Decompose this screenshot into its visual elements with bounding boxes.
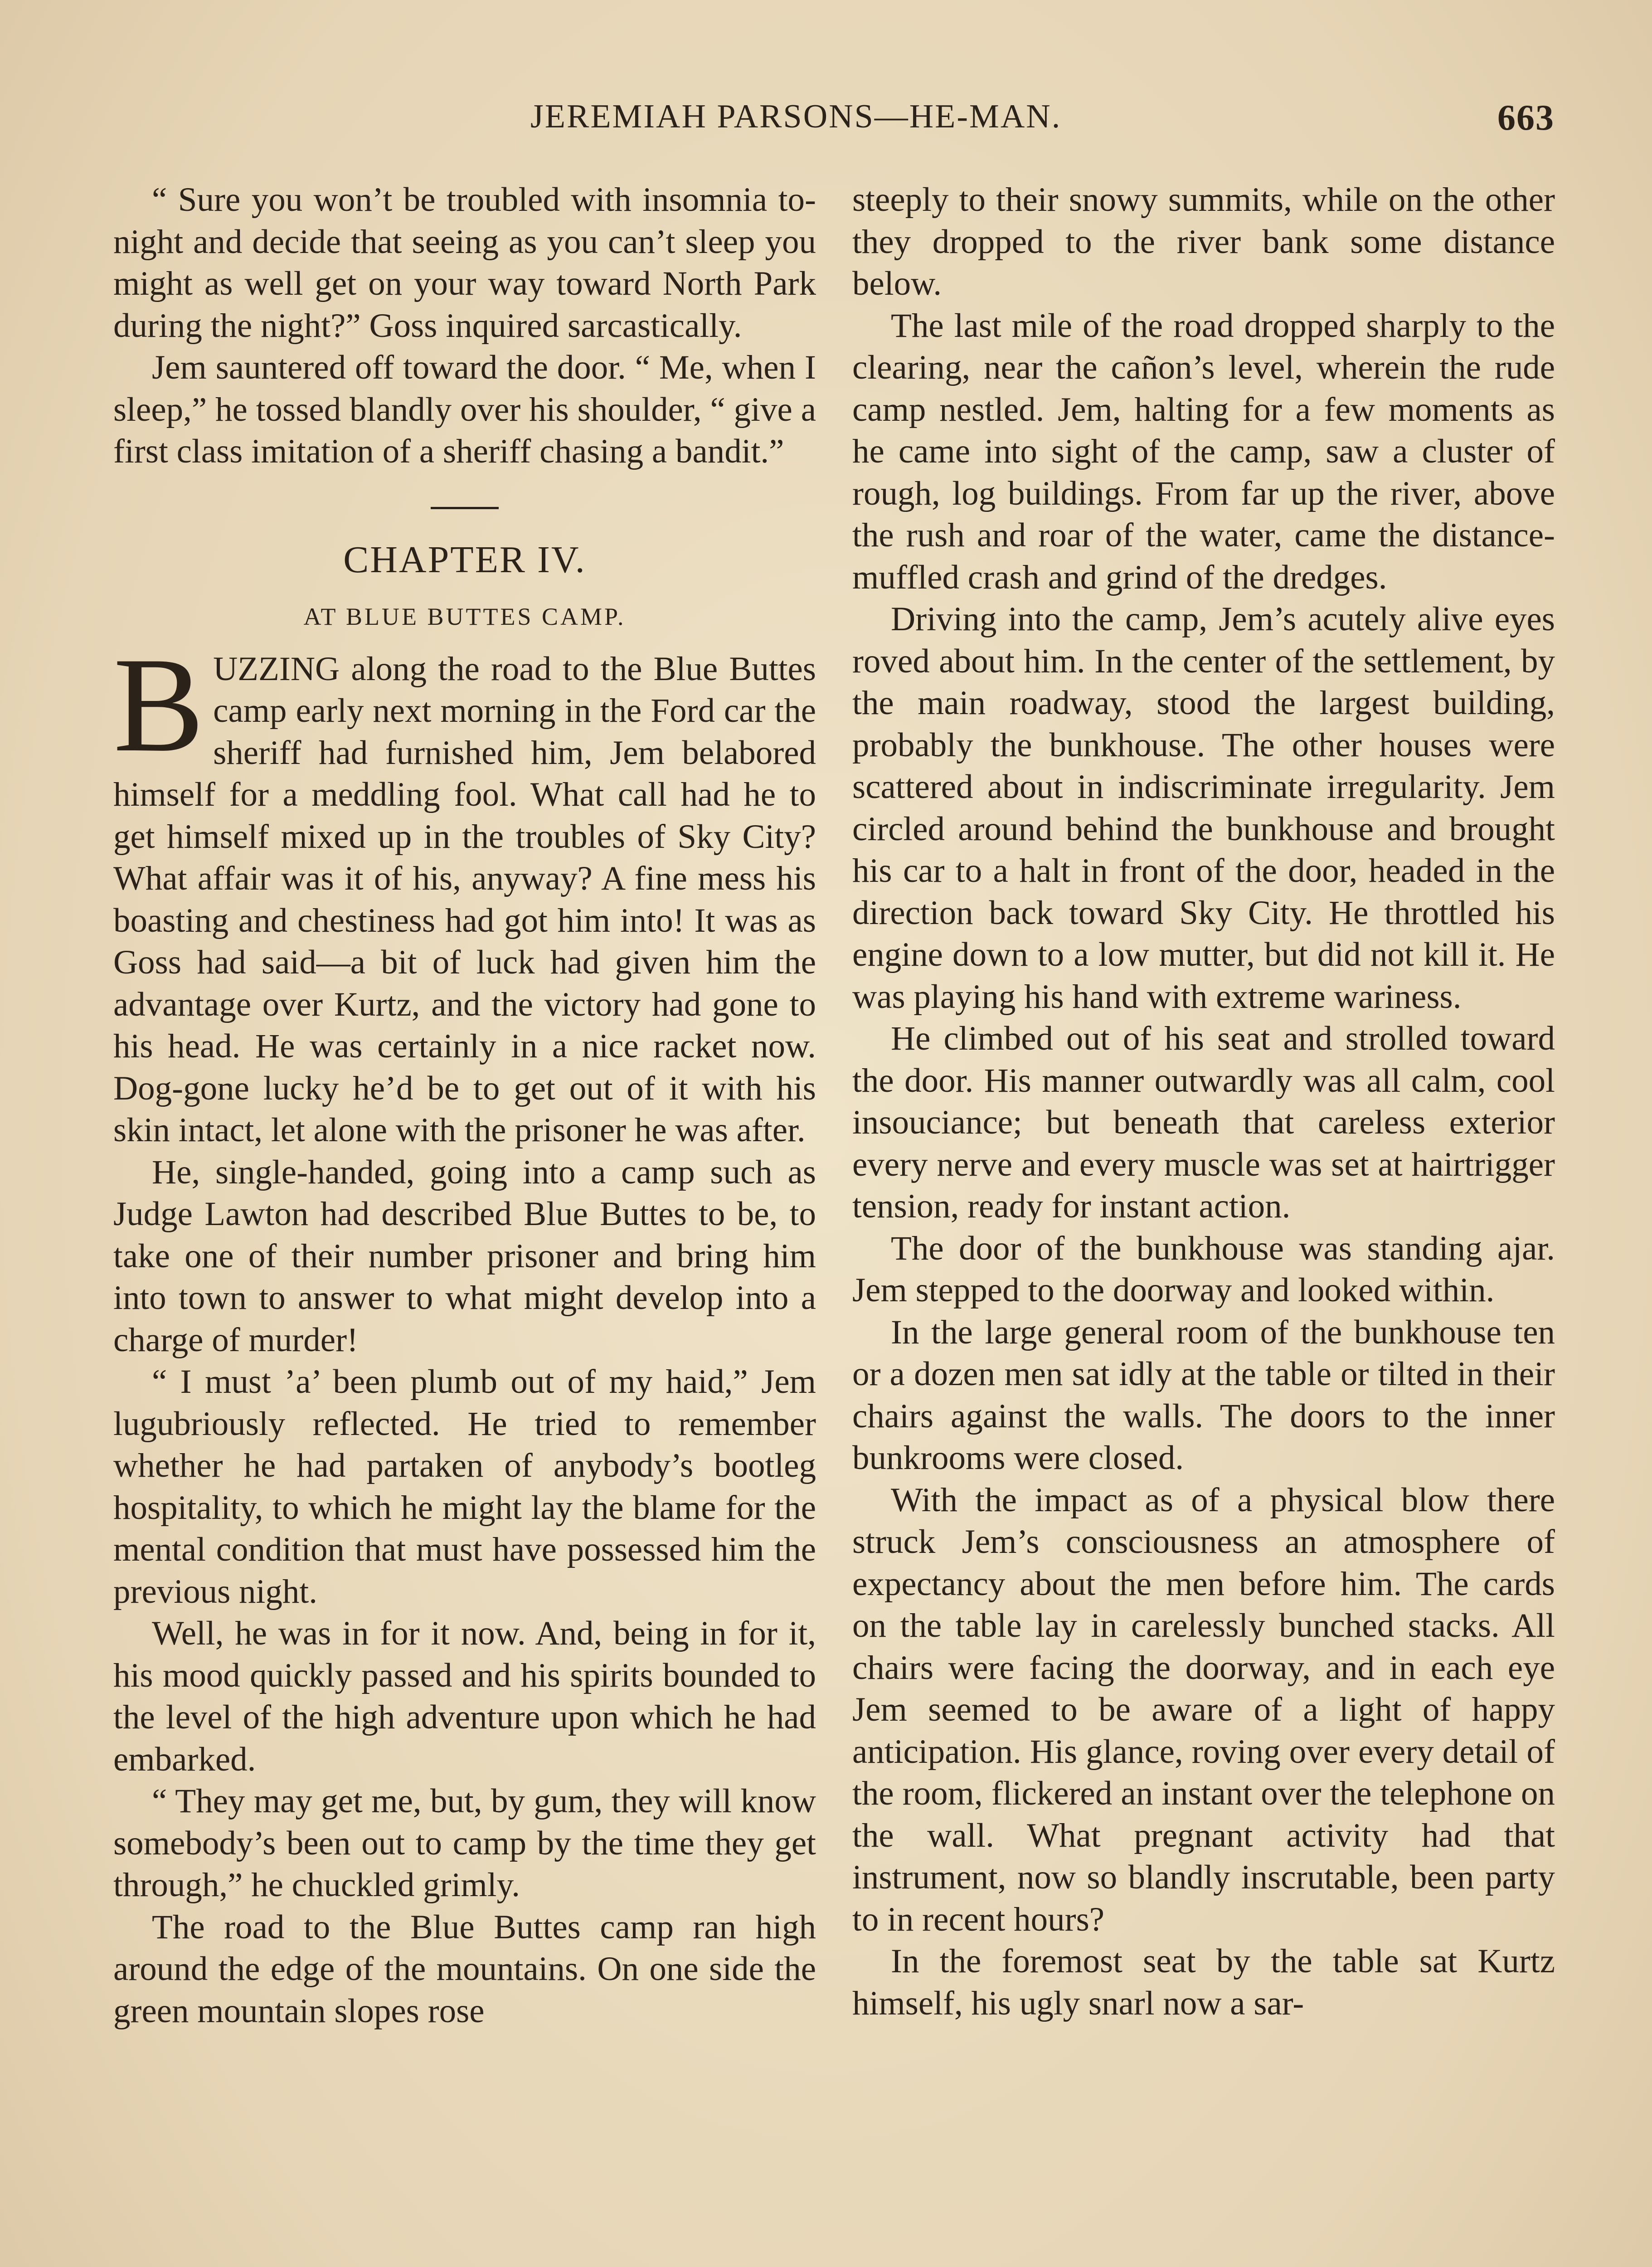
opening-paragraph [113, 629, 816, 1152]
paragraph: With the impact as of a physical blow there struck Jem’s consciousness an atmosphere of expectancy about the men before him. The cards on the table lay in carelessly bunched stacks. All chairs were facing the doorway, and in each eye Jem seemed to be aware of a light of happy anticipation. His glance, roving over every detail of the room, flickered an instant over the telephone on the wall. What pregnant activity had that instrument, now so blandly inscrutable, been party to in recent hours? [852, 1481, 1555, 1938]
paragraph: “ They may get me, but, by gum, they will know somebody’s been out to camp by the time they get through,” he chuckled grimly. [113, 1782, 816, 1904]
opening-text: UZZING along the road to the Blue Buttes camp early next morning in the Ford car the sheriff had furnished him, Jem belabored himself for a meddling fool. What call had he to get himself mixed up in the troubles of Sky City? What affair was it of his, anyway? A fine mess his boasting and chestiness had got him into! It was as Goss had said—a bit of luck had given him the advantage over Kurtz, and the victory had gone to his head. He was certainly in a nice racket now. Dog-gone lucky he’d be to get out of it with his skin intact, let alone with the prisoner he was after. [113, 650, 816, 1149]
paragraph: Jem sauntered off toward the door. “ Me, when I sleep,” he tossed blandly over his shoulder, “ give a first class imitation of a sheriff chasing a bandit.” [113, 349, 816, 470]
paragraph-continued: steeply to their snowy summits, while on the other they dropped to the river bank some distance below. [852, 181, 1555, 302]
paragraph: Well, he was in for it now. And, being in for it, his mood quickly passed and his spirits bounded to the level of the high adventure upon which he had embarked. [113, 1615, 816, 1778]
page-number: 663 [1497, 98, 1555, 138]
left-column [113, 179, 816, 2267]
chapter-subtitle: AT BLUE BUTTES CAMP. [303, 603, 626, 630]
paragraph: Driving into the camp, Jem’s acutely alive eyes roved about him. In the center of the settlement, by the main roadway, stood the largest building, probably the bunkhouse. The other houses were scattered about in indiscriminate irregularity. Jem circled around behind the bunkhouse and brought his car to a halt in front of the door, headed in the direction back toward Sky City. He throttled his engine down to a low mutter, but did not kill it. He was playing his hand with extreme wariness. [852, 600, 1555, 1016]
paragraph: In the foremost seat by the table sat Kurtz himself, his ugly snarl now a sar- [852, 1942, 1555, 2022]
paragraph: The last mile of the road dropped sharply to the clearing, near the cañon’s level, wherein the rude camp nestled. Jem, halting for a few moments as he came into sight of the camp, saw a cluster of rough, log buildings. From far up the river, above the rush and roar of the water, came the distance-muffled crash and grind of the dredges. [852, 306, 1555, 596]
running-head: JEREMIAH PARSONS—HE-MAN. [530, 98, 1062, 135]
paragraph: In the large general room of the bunkhouse ten or a dozen men sat idly at the table or tilted in their chairs against the walls. The doors to the inner bunkrooms were closed. [852, 1313, 1555, 1477]
paragraph: The door of the bunkhouse was standing ajar. Jem stepped to the doorway and looked within. [852, 1229, 1555, 1309]
right-column [852, 179, 1555, 2267]
paragraph: He, single-handed, going into a camp such as Judge Lawton had described Blue Buttes to be, to take one of their number prisoner and bring him into town to answer to what might develop into a charge of murder! [113, 1153, 816, 1359]
paragraph: The road to the Blue Buttes camp ran high around the edge of the mountains. On one side the green mountain slopes rose [113, 1908, 816, 2030]
paragraph: “ Sure you won’t be troubled with insomnia to-night and decide that seeing as you can’t sleep you might as well get on your way toward North Park during the night?” Goss inquired sarcastically. [113, 181, 816, 345]
paragraph: He climbed out of his seat and strolled toward the door. His manner outwardly was all calm, cool insouciance; but beneath that careless exterior every nerve and every muscle was set at hairtrigger tension, ready for instant action. [852, 1020, 1555, 1225]
paragraph: “ I must ’a’ been plumb out of my haid,” Jem lugubriously reflected. He tried to remember whether he had partaken of anybody’s bootleg hospitality, to which he might lay the blame for the mental condition that must have possessed him the previous night. [113, 1363, 816, 1610]
drop-cap: B [113, 629, 204, 780]
section-divider [431, 507, 499, 509]
chapter-title: CHAPTER IV. [343, 538, 586, 581]
